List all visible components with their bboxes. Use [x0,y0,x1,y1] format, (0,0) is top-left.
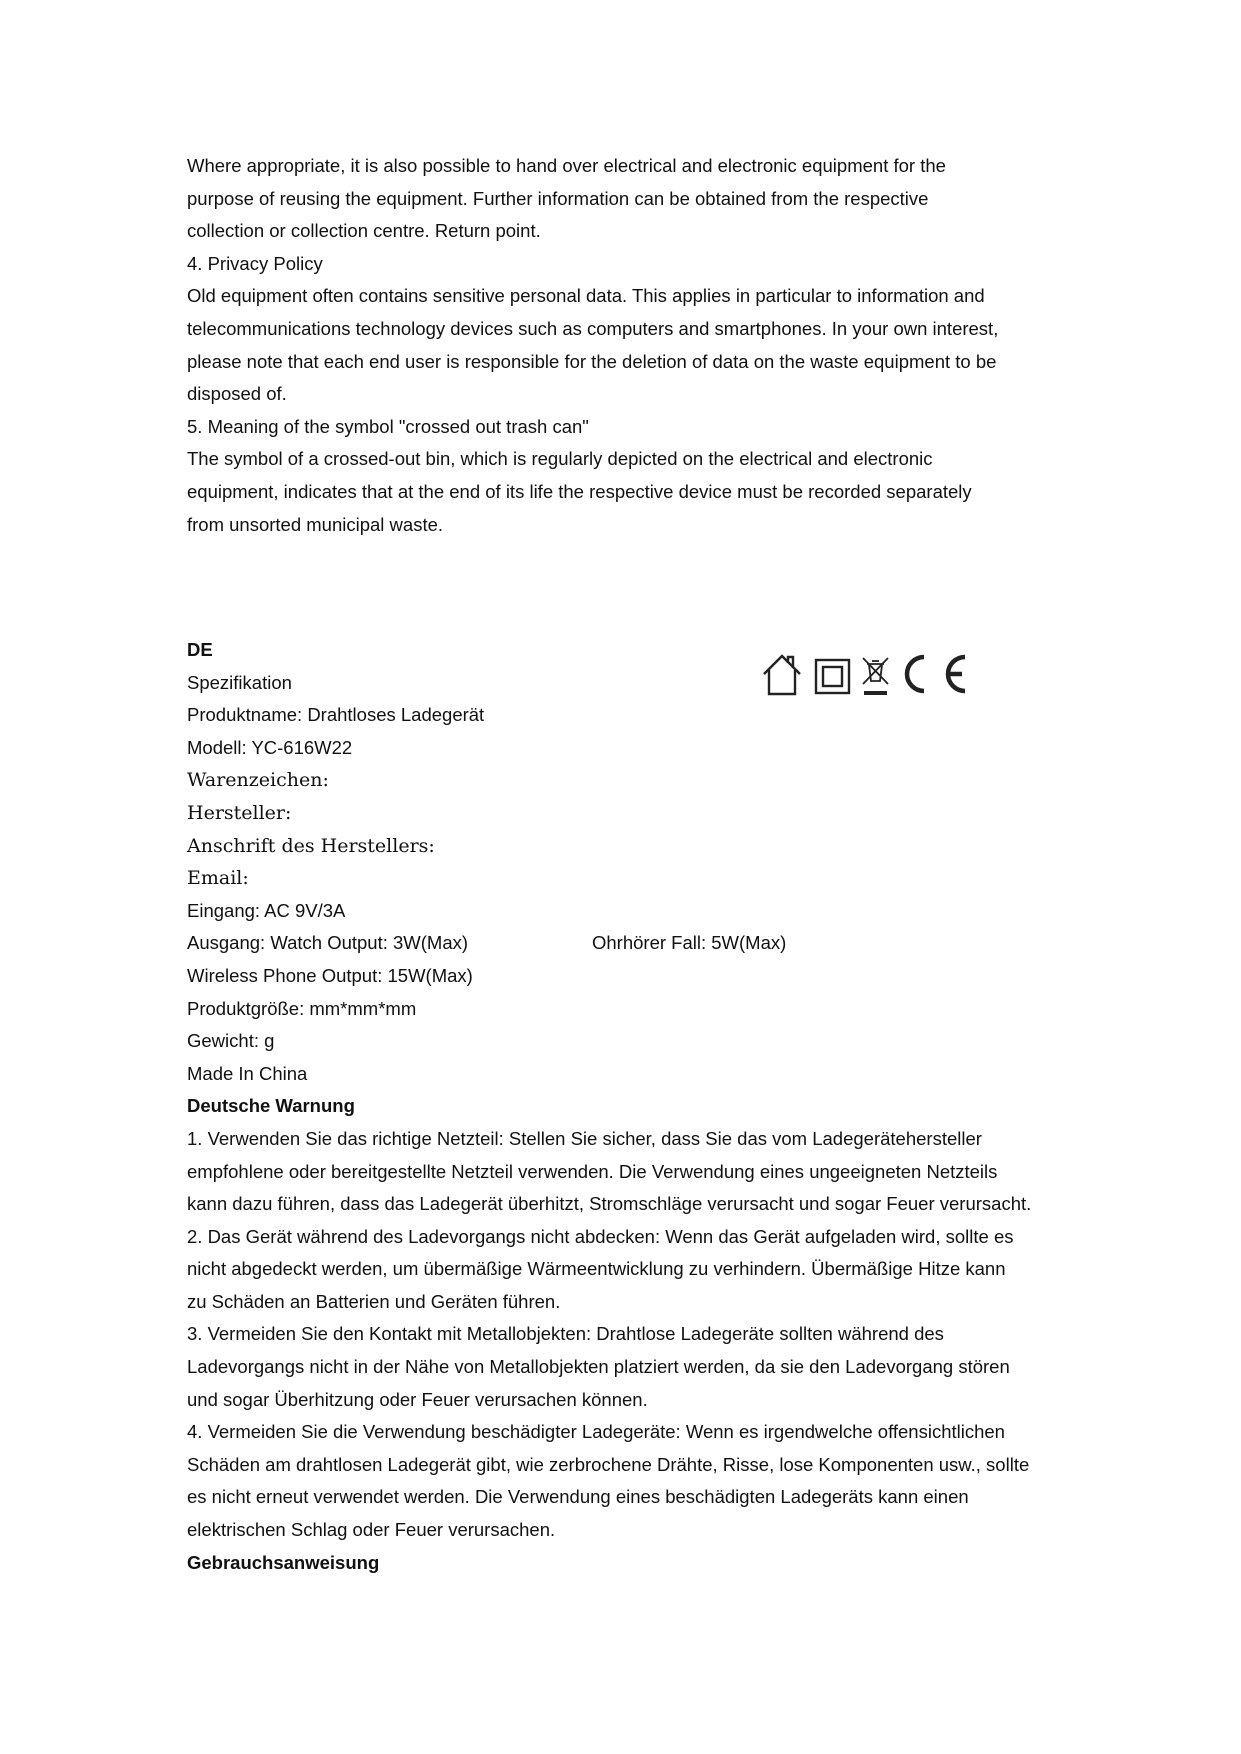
intro-line: please note that each end user is responsible for the deletion of data on the waste equipment to be [187,350,997,372]
warning-line: 1. Verwenden Sie das richtige Netzteil: Stellen Sie sicher, dass Sie das vom Ladegerätehersteller [187,1127,982,1149]
input-rating: Eingang: AC 9V/3A [187,899,346,921]
product-size: Produktgröße: mm*mm*mm [187,997,417,1019]
de-section [187,634,1067,1579]
intro-line: equipment, indicates that at the end of its life the respective device must be recorded separately [187,480,972,502]
warning-line: Ladevorgangs nicht in der Nähe von Metallobjekten platziert werden, da sie den Ladevorgang stören [187,1356,1010,1378]
warning-line: zu Schäden an Batterien und Geräten führen. [187,1290,561,1312]
usage-title: Gebrauchsanweisung [187,1551,380,1573]
output-watch: Ausgang: Watch Output: 3W(Max) [187,932,469,954]
de-heading: DE [187,639,213,660]
warning-line: es nicht erneut verwendet werden. Die Verwendung eines beschädigten Ladegeräts kann einen [187,1486,969,1508]
privacy-policy-heading: 4. Privacy Policy [187,252,323,274]
intro-line: telecommunications technology devices such as computers and smartphones. In your own interest, [187,317,999,339]
weight: Gewicht: g [187,1030,275,1052]
warning-line: Schäden am drahtlosen Ladegerät gibt, wie zerbrochene Drähte, Risse, lose Komponenten usw., sollte [187,1453,1030,1475]
intro-line: Where appropriate, it is also possible to hand over electrical and electronic equipment for the [187,155,946,176]
intro-section [187,150,1067,541]
output-phone: Wireless Phone Output: 15W(Max) [187,964,473,986]
warning-line: 2. Das Gerät während des Ladevorgangs nicht abdecken: Wenn das Gerät aufgeladen wird, sollte es [187,1225,1014,1247]
intro-line: purpose of reusing the equipment. Further information can be obtained from the respective [187,187,929,209]
warning-line: elektrischen Schlag oder Feuer verursachen. [187,1519,556,1541]
trademark: Warenzeichen: [187,769,329,792]
output-earphone: Ohrhörer Fall: 5W(Max) [592,932,787,954]
warning-line: 3. Vermeiden Sie den Kontakt mit Metallobjekten: Drahtlose Ladegeräte sollten während des [187,1323,944,1345]
intro-line: The symbol of a crossed-out bin, which is regularly depicted on the electrical and electronic [187,448,933,470]
warning-line: und sogar Überhitzung oder Feuer verursachen können. [187,1388,648,1410]
intro-line: Old equipment often contains sensitive personal data. This applies in particular to information and [187,285,985,307]
intro-line: disposed of. [187,383,287,405]
spec-title: Spezifikation [187,671,292,693]
output-row [187,927,1067,960]
symbol-meaning-heading: 5. Meaning of the symbol "crossed out trash can" [187,415,589,437]
warning-title: Deutsche Warnung [187,1095,355,1117]
warning-line: kann dazu führen, dass das Ladegerät überhitzt, Stromschläge verursacht und sogar Feuer verursacht. [187,1193,1032,1215]
warning-line: 4. Vermeiden Sie die Verwendung beschädigter Ladegeräte: Wenn es irgendwelche offensichtlichen [187,1421,1005,1443]
product-name: Produktname: Drahtloses Ladegerät [187,704,485,726]
intro-line: collection or collection centre. Return point. [187,220,541,242]
manufacturer-address: Anschrift des Herstellers: [187,834,435,857]
warning-line: nicht abgedeckt werden, um übermäßige Wärmeentwicklung zu verhindern. Übermäßige Hitze kann [187,1258,1006,1280]
model: Modell: YC-616W22 [187,736,353,758]
warning-line: empfohlene oder bereitgestellte Netzteil verwenden. Die Verwendung eines ungeeigneten Netzteils [187,1160,998,1182]
intro-line: from unsorted municipal waste. [187,513,444,535]
origin: Made In China [187,1062,308,1084]
manufacturer: Hersteller: [187,801,292,824]
email: Email: [187,867,249,890]
